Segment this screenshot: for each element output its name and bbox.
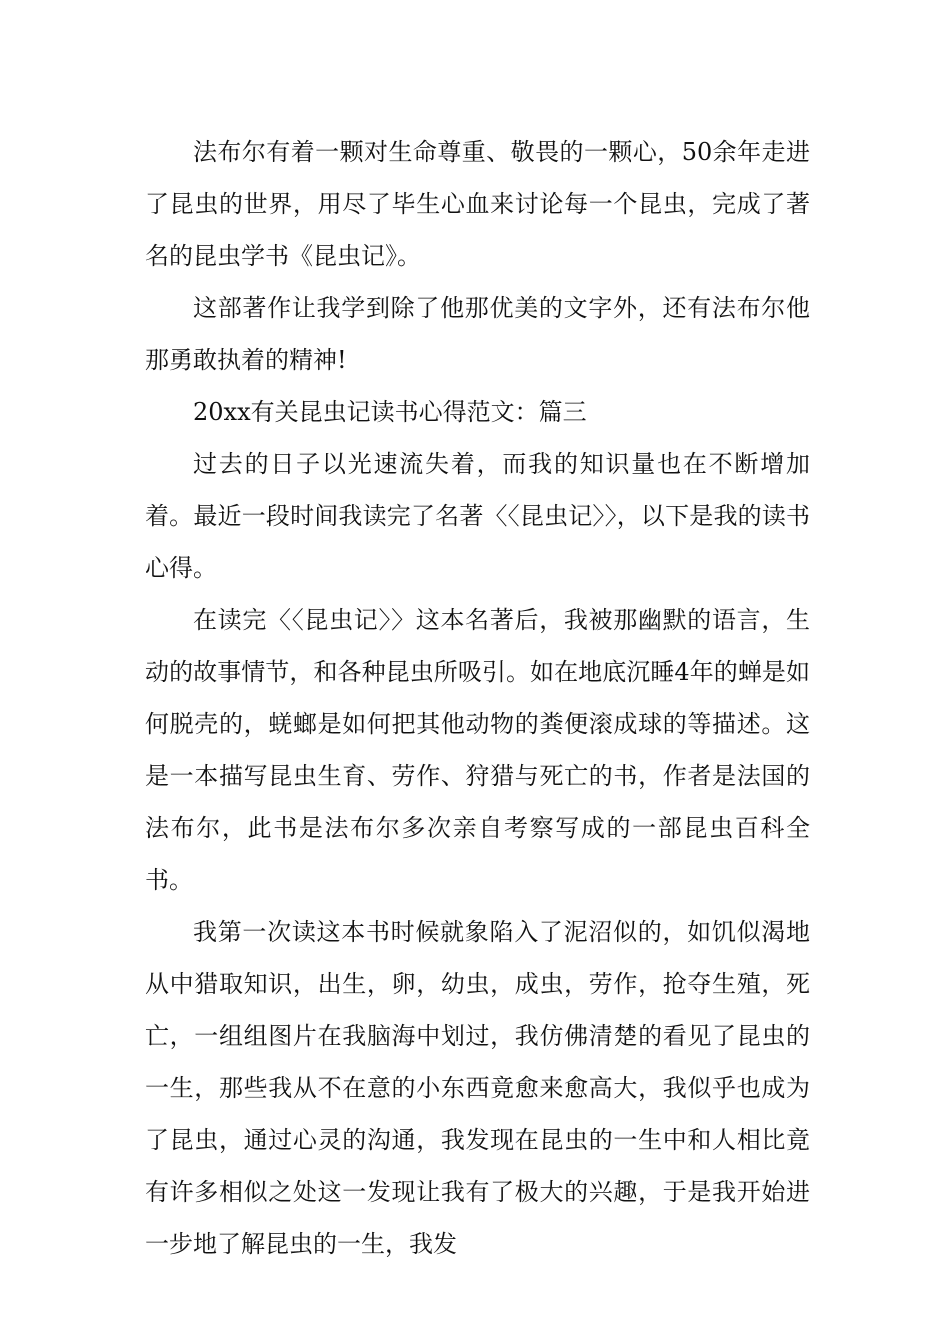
section-heading-part-three: 20xx有关昆虫记读书心得范文：篇三	[193, 398, 587, 426]
paragraph-fabre-respect: 法布尔有着一颗对生命尊重、敬畏的一颗心，50余年走进了昆虫的世界，用尽了毕生心血来讨论每一个昆虫，完成了著名的昆虫学书《昆虫记》。	[145, 138, 810, 270]
document-body	[145, 126, 810, 1270]
paragraph-time-passing: 过去的日子以光速流失着，而我的知识量也在不断增加着。最近一段时间我读完了名著〈〈昆虫记〉〉，以下是我的读书心得。	[145, 450, 810, 582]
paragraph-first-reading: 我第一次读这本书时候就象陷入了泥沼似的，如饥似渴地从中猎取知识，出生，卵，幼虫，成虫，劳作，抢夺生殖，死亡，一组组图片在我脑海中划过，我仿佛清楚的看见了昆虫的一生，那些我从不在意的小东西竟愈来愈高大，我似乎也成为了昆虫，通过心灵的沟通，我发现在昆虫的一生中和人相比竟有许多相似之处这一发现让我有了极大的兴趣，于是我开始进一步地了解昆虫的一生，我发	[145, 918, 810, 1258]
paragraph-spirit: 这部著作让我学到除了他那优美的文字外，还有法布尔他那勇敢执着的精神!	[145, 294, 810, 374]
paragraph-after-reading: 在读完〈〈昆虫记〉〉这本名著后，我被那幽默的语言，生动的故事情节，和各种昆虫所吸引。如在地底沉睡4年的蝉是如何脱壳的，蜣螂是如何把其他动物的粪便滚成球的等描述。这是一本描写昆虫生育、劳作、狩猎与死亡的书，作者是法国的法布尔，此书是法布尔多次亲自考察写成的一部昆虫百科全书。	[145, 606, 810, 894]
